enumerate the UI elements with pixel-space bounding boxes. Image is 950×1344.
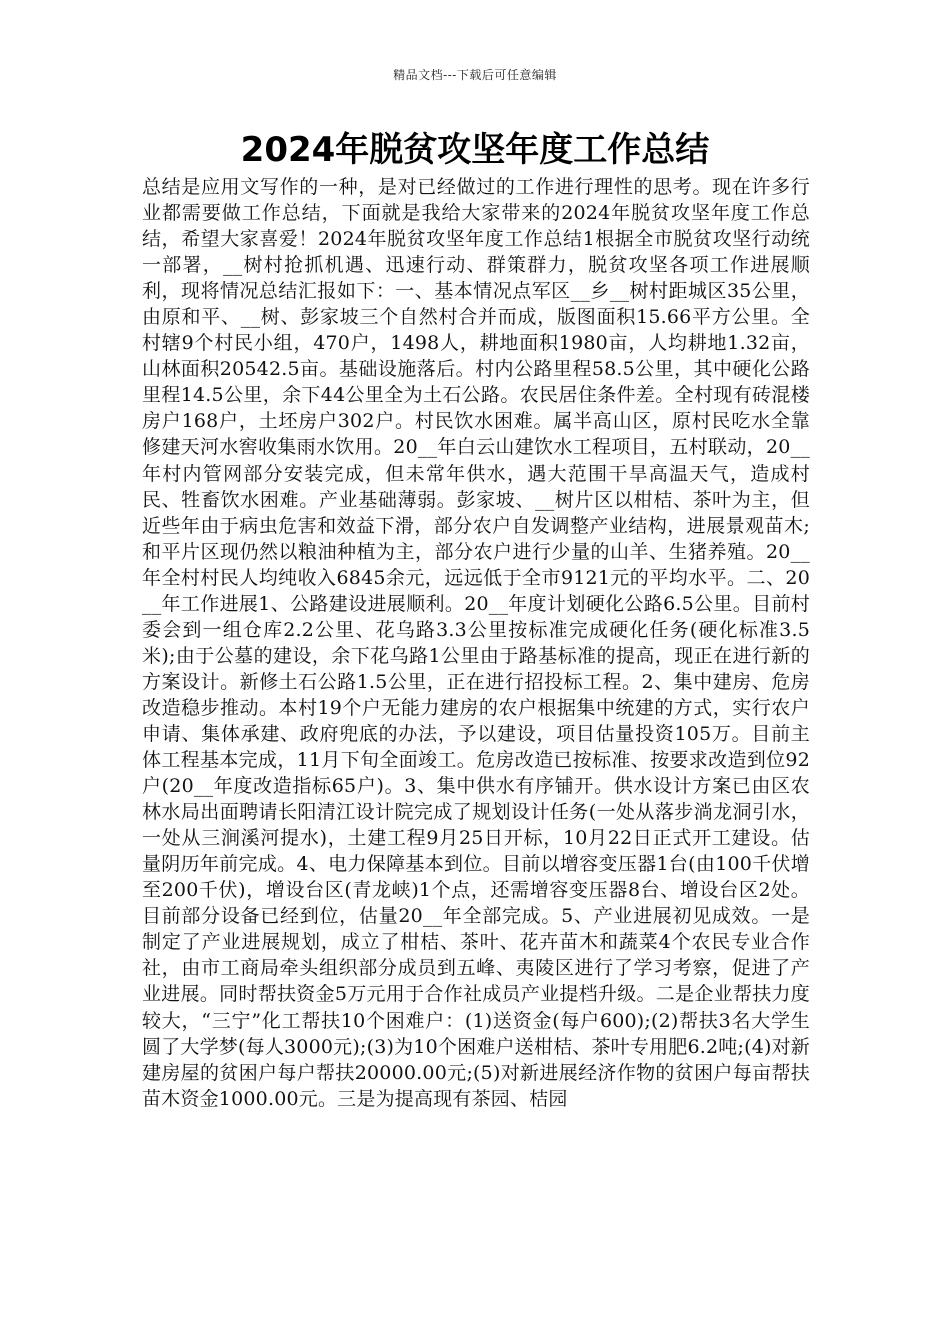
document-header-note: 精品文档---下载后可任意编辑 [393,68,557,82]
document-title: 2024年脱贫攻坚年度工作总结 [240,130,710,170]
document-body-text: 总结是应用文写作的一种，是对已经做过的工作进行理性的思考。现在许多行业都需要做工作总结，下面就是我给大家带来的2024年脱贫攻坚年度工作总结，希望大家喜爱！2024年脱贫攻坚年度工作总结1根据全市脱贫攻坚行动统一部署，__树村抢抓机遇、迅速行动、群策群力，脱贫攻坚各项工作进展顺利，现将情况总结汇报如下：一、基本情况点军区__乡__树村距城区35公里，由原和平、__树、彭家坡三个自然村合并而成，版图面积15.66平方公里。全村辖9个村民小组，470户，1498人，耕地面积1980亩，人均耕地1.32亩，山林面积20542.5亩。基础设施落后。村内公路里程58.5公里，其中硬化公路里程14.5公里，余下44公里全为土石公路。农民居住条件差。全村现有砖混楼房户168户，土坯房户302户。村民饮水困难。属半高山区，原村民吃水全靠修建天河水窖收集雨水饮用。20__年白云山建饮水工程项目，五村联动，20__年村内管网部分安装完成，但未常年供水，遇大范围干旱高温天气，造成村民、牲畜饮水困难。产业基础薄弱。彭家坡、__树片区以柑桔、茶叶为主，但近些年由于病虫危害和效益下滑，部分农户自发调整产业结构，进展景观苗木;和平片区现仍然以粮油种植为主，部分农户进行少量的山羊、生猪养殖。20__年全村村民人均纯收入6845余元，远远低于全市9121元的平均水平。二、20__年工作进展1、公路建设进展顺利。20__年度计划硬化公路6.5公里。目前村委会到一组仓库2.2公里、花乌路3.3公里按标准完成硬化任务(硬化标准3.5米);由于公墓的建设，余下花乌路1公里由于路基标准的提高，现正在进行新的方案设计。新修土石公路1.5公里，正在进行招投标工程。2、集中建房、危房改造稳步推动。本村19个户无能力建房的农户根据集中统建的方式，实行农户申请、集体承建、政府兜底的办法，予以建设，项目估量投资105万。目前主体工程基本完成，11月下旬全面竣工。危房改造已按标准、按要求改造到位92户(20__年度改造指标65户)。3、集中供水有序铺开。供水设计方案已由区农林水局出面聘请长阳清江设计院完成了规划设计任务(一处从落步淌龙洞引水，一处从三涧溪河提水)，土建工程9月25日开标，10月22日正式开工建设。估量阴历年前完成。4、电力保障基本到位。目前以增容变压器1台(由100千伏增至200千伏)，增设台区(青龙峡)1个点，还需增容变压器8台、增设台区2处。目前部分设备已经到位，估量20__年全部完成。5、产业进展初见成效。一是制定了产业进展规划，成立了柑桔、茶叶、花卉苗木和蔬菜4个农民专业合作社，由市工商局牵头组织部分成员到五峰、夷陵区进行了学习考察，促进了产业进展。同时帮扶资金5万元用于合作社成员产业提档升级。二是企业帮扶力度较大，“三宁”化工帮扶10个困难户：(1)送资金(每户600);(2)帮扶3名大学生圆了大学梦(每人3000元);(3)为10个困难户送柑桔、茶叶专用肥6.2吨;(4)对新建房屋的贫困户每户帮扶20000.00元;(5)对新进展经济作物的贫困户每亩帮扶苗木资金1000.00元。三是为提高现有茶园、桔园 [142,176,811,1110]
